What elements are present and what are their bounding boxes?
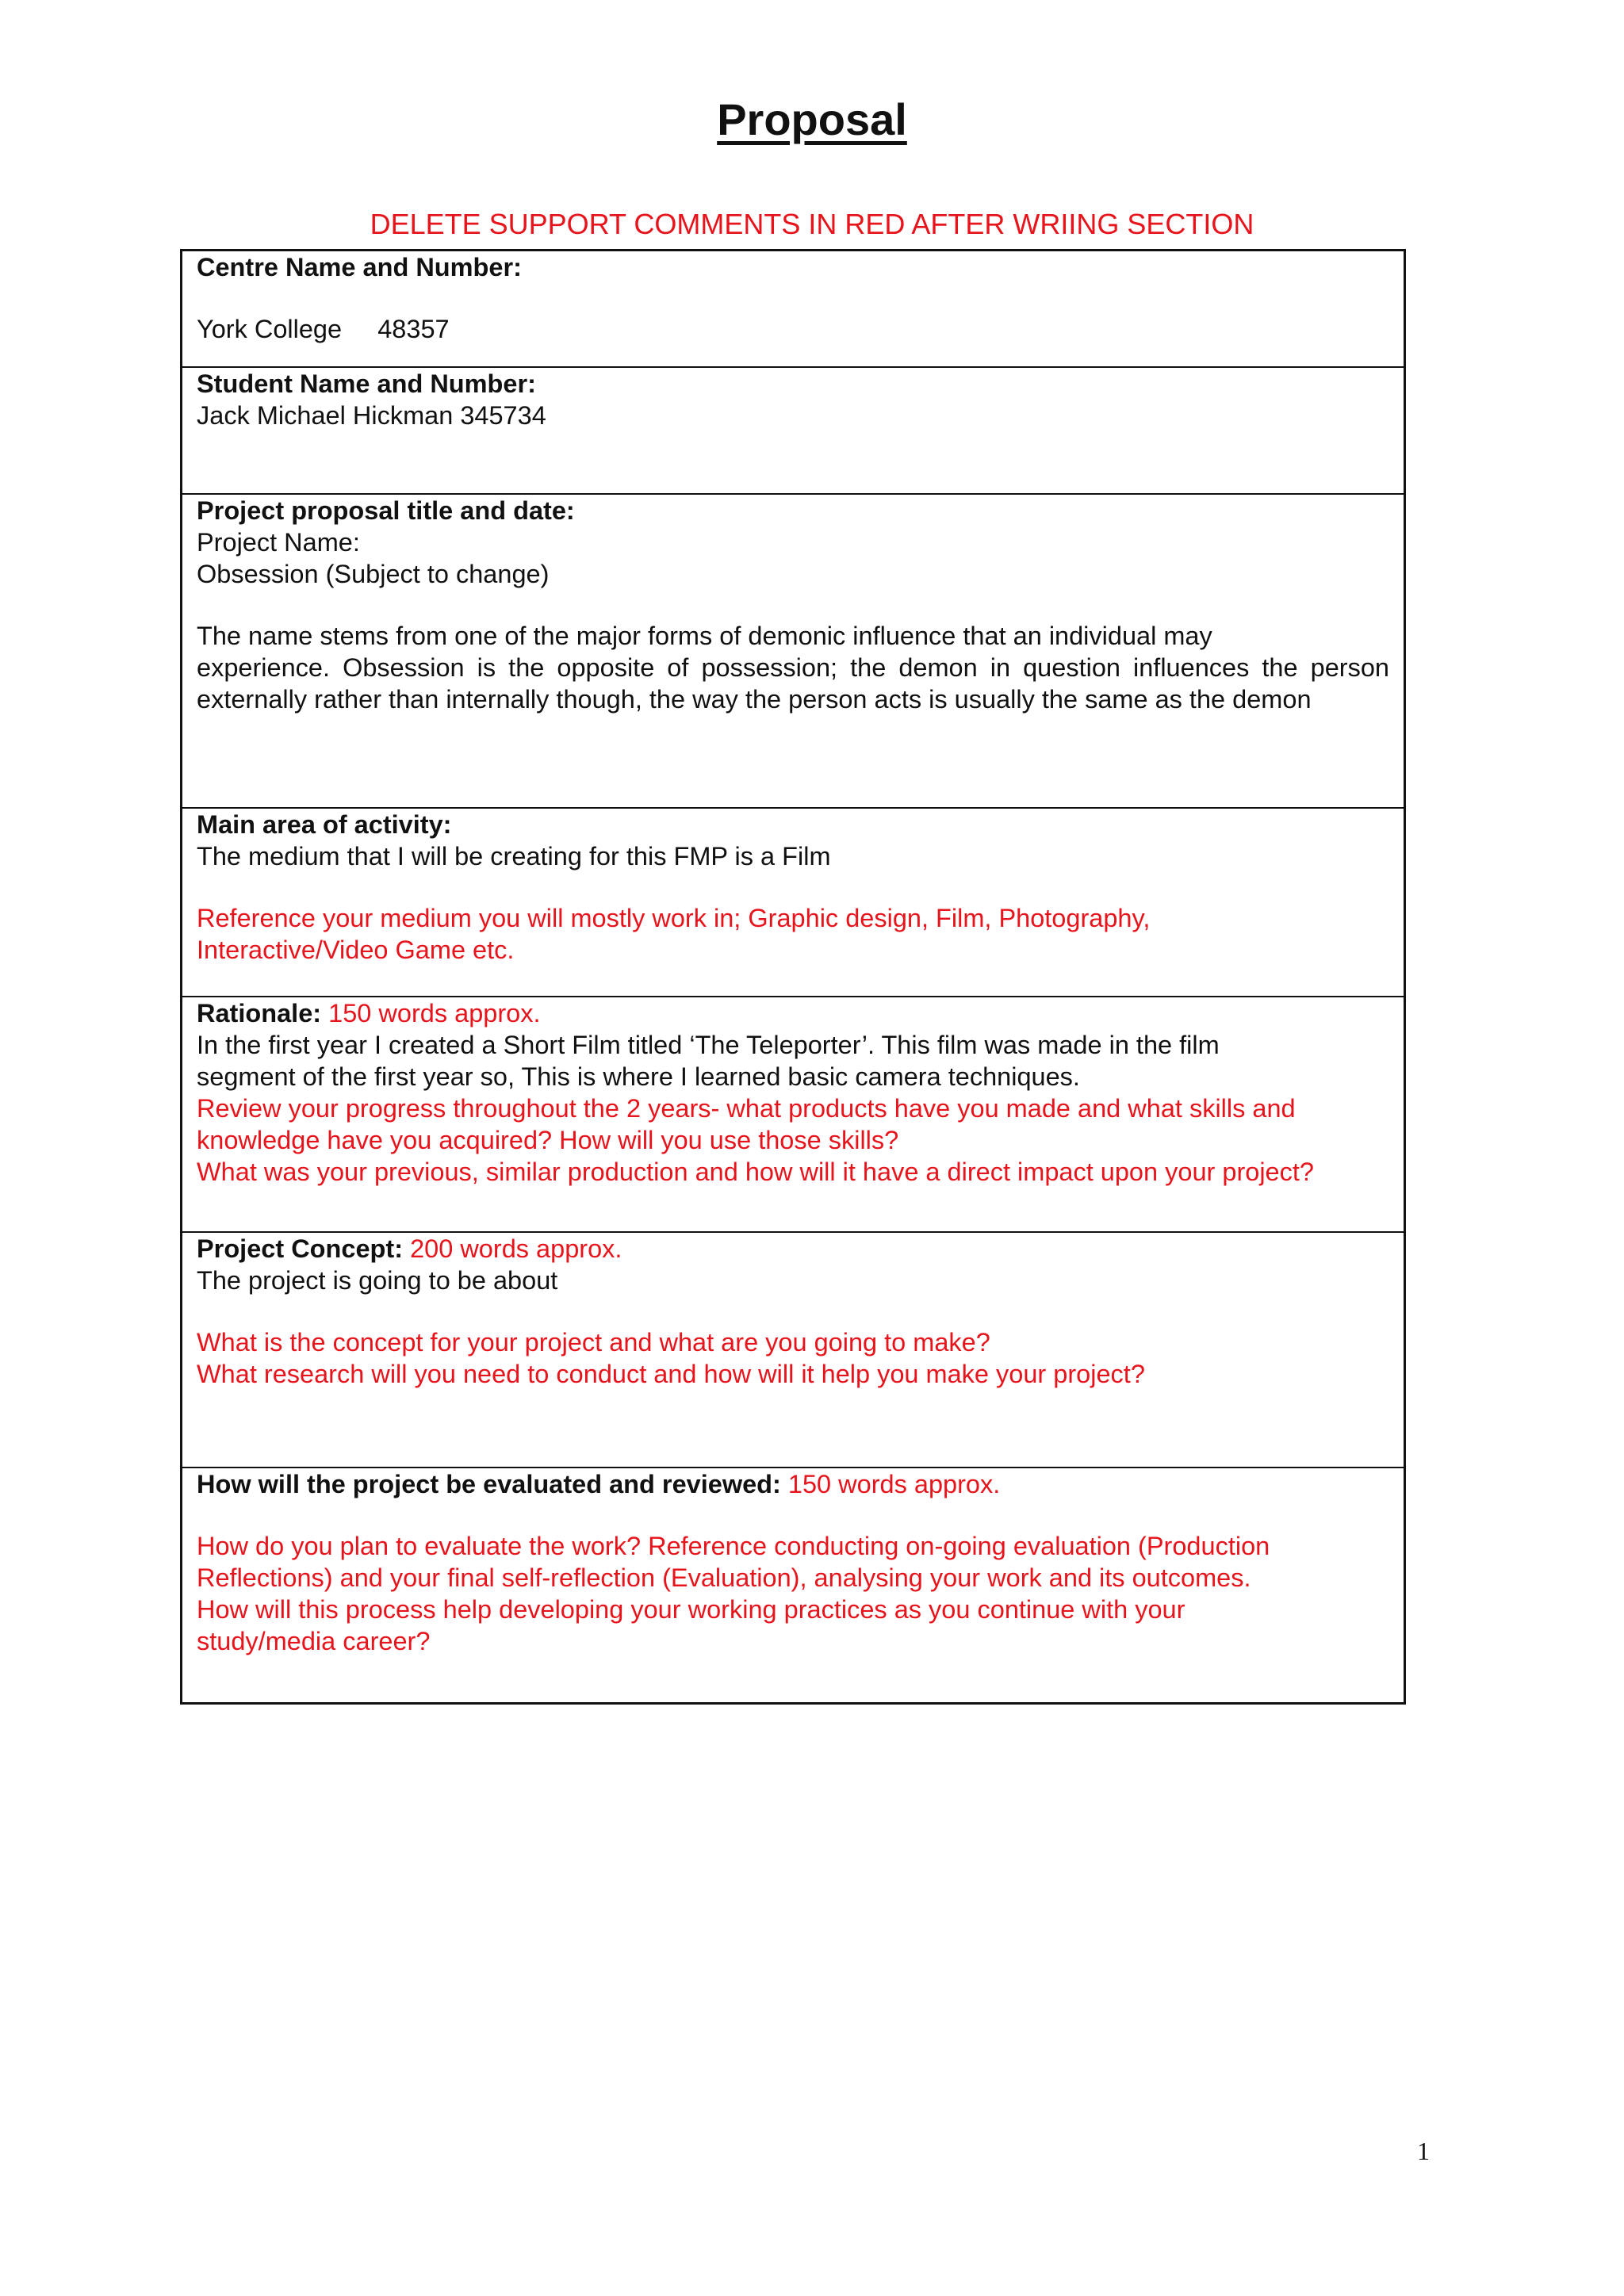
title-date-section xyxy=(182,495,1404,809)
rationale-hint-line-3: What was your previous, similar production and how will it have a direct impact upon your project? xyxy=(197,1158,1314,1186)
rationale-word-count: 150 words approx. xyxy=(328,999,541,1027)
title-date-label: Project proposal title and date: xyxy=(197,496,575,525)
concept-label: Project Concept: xyxy=(197,1234,404,1263)
main-area-hint-line-2: Interactive/Video Game etc. xyxy=(197,936,515,964)
evaluation-hint-line-4: study/media career? xyxy=(197,1627,431,1655)
rationale-text-line-1: In the first year I created a Short Film titled ‘The Teleporter’. This film was made in the film xyxy=(197,1031,1220,1059)
project-name-value: Obsession (Subject to change) xyxy=(197,560,550,588)
main-area-hint-line-1: Reference your medium you will mostly work in; Graphic design, Film, Photography, xyxy=(197,904,1151,932)
evaluation-section xyxy=(182,1468,1404,1702)
student-label: Student Name and Number: xyxy=(197,369,536,398)
rationale-label: Rationale: xyxy=(197,999,322,1027)
concept-hint-line-2: What research will you need to conduct and how will it help you make your project? xyxy=(197,1360,1145,1388)
evaluation-hint-line-1: How do you plan to evaluate the work? Reference conducting on-going evaluation (Production xyxy=(197,1532,1270,1560)
main-area-section xyxy=(182,809,1404,997)
name-explanation-line-1: The name stems from one of the major forms of demonic influence that an individual may xyxy=(197,622,1212,650)
concept-word-count: 200 words approx. xyxy=(410,1234,622,1263)
name-explanation-line-2: experience. Obsession is the opposite of possession; the demon in question influences the person xyxy=(197,653,1389,682)
rationale-section xyxy=(182,997,1404,1233)
evaluation-hint-line-3: How will this process help developing your working practices as you continue with your xyxy=(197,1595,1185,1624)
proposal-form-table xyxy=(180,249,1406,1705)
concept-section xyxy=(182,1233,1404,1468)
evaluation-word-count: 150 words approx. xyxy=(787,1470,1001,1498)
rationale-hint-line-2: knowledge have you acquired? How will you use those skills? xyxy=(197,1126,899,1154)
support-comments-notice: DELETE SUPPORT COMMENTS IN RED AFTER WRIING SECTION xyxy=(370,208,1254,240)
student-section xyxy=(182,368,1404,495)
main-area-label: Main area of activity: xyxy=(197,810,452,839)
student-value: Jack Michael Hickman 345734 xyxy=(197,401,546,430)
centre-section xyxy=(182,251,1404,368)
rationale-text-line-2: segment of the first year so, This is where I learned basic camera techniques. xyxy=(197,1062,1080,1091)
page-title: Proposal xyxy=(717,94,907,144)
rationale-hint-line-1: Review your progress throughout the 2 years- what products have you made and what skills and xyxy=(197,1094,1296,1123)
main-area-value: The medium that I will be creating for this FMP is a Film xyxy=(197,842,831,871)
concept-text-line-1: The project is going to be about xyxy=(197,1266,558,1295)
name-explanation-line-3: externally rather than internally though, the way the person acts is usually the same as the demon xyxy=(197,685,1312,714)
evaluation-hint-line-2: Reflections) and your final self-reflection (Evaluation), analysing your work and its outcomes. xyxy=(197,1563,1251,1592)
centre-label: Centre Name and Number: xyxy=(197,253,522,281)
concept-hint-line-1: What is the concept for your project and what are you going to make? xyxy=(197,1328,990,1357)
evaluation-label: How will the project be evaluated and reviewed: xyxy=(197,1470,781,1498)
project-name-label: Project Name: xyxy=(197,528,360,557)
centre-value: York College 48357 xyxy=(197,315,450,343)
page-number: 1 xyxy=(1417,2137,1430,2165)
